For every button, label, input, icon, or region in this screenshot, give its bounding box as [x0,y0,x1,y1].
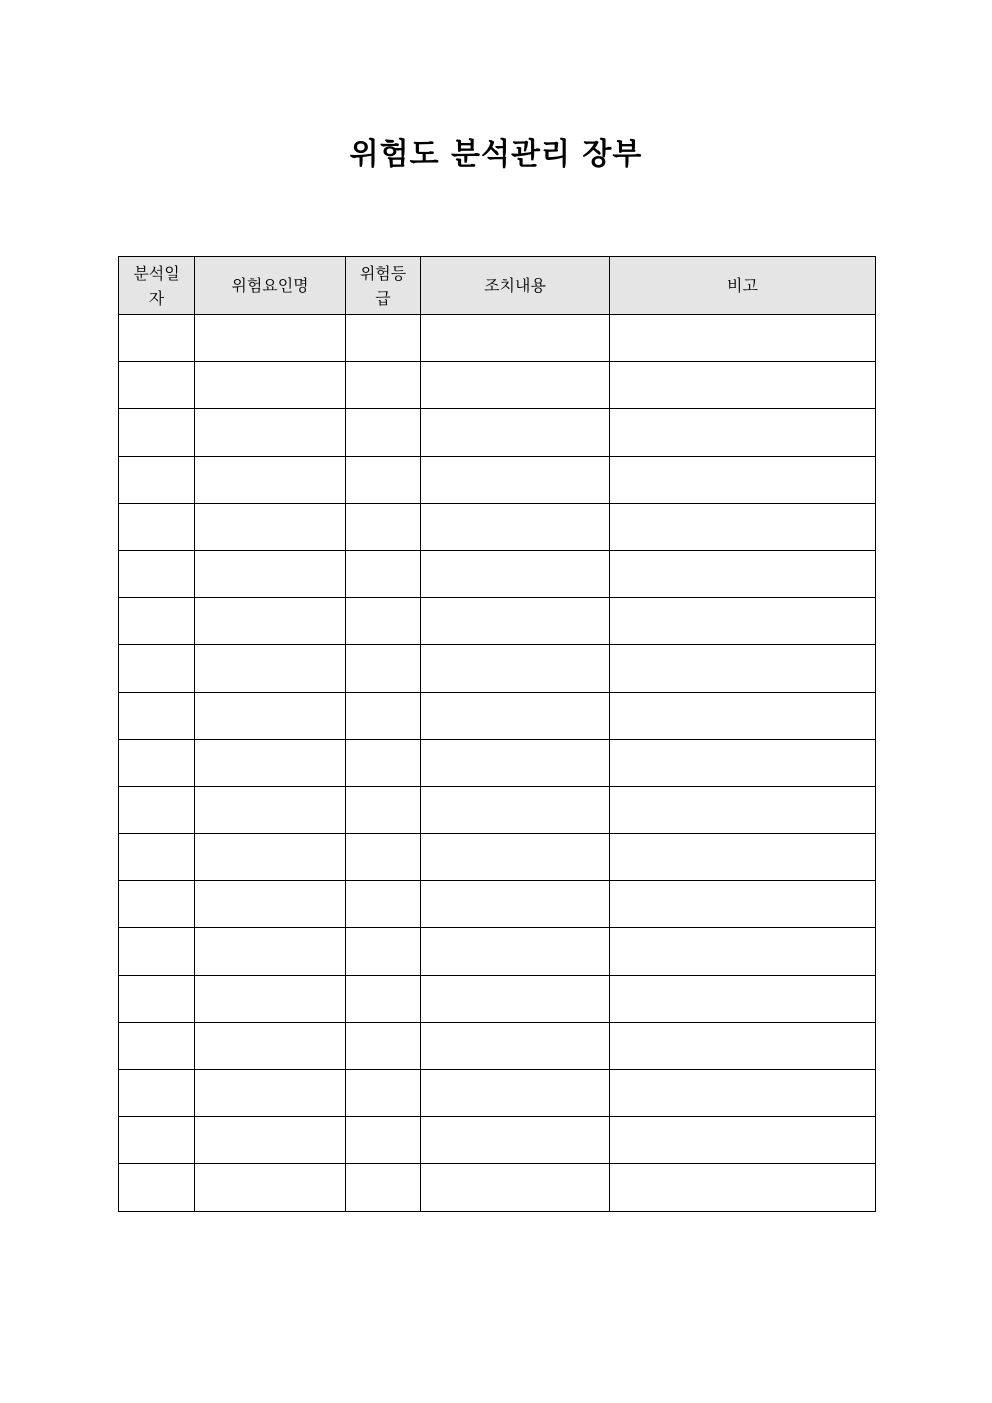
cell-action-content[interactable] [421,1022,610,1069]
cell-remarks[interactable] [610,739,876,786]
cell-risk-grade[interactable] [346,1070,421,1117]
cell-remarks[interactable] [610,1117,876,1164]
table-row [119,503,876,550]
cell-risk-factor-name[interactable] [195,503,346,550]
cell-remarks[interactable] [610,692,876,739]
cell-risk-factor-name[interactable] [195,881,346,928]
table-row [119,928,876,975]
cell-risk-factor-name[interactable] [195,1164,346,1211]
header-remarks [610,257,876,315]
table-row [119,975,876,1022]
cell-risk-grade[interactable] [346,975,421,1022]
cell-analysis-date[interactable] [119,834,195,881]
cell-remarks[interactable] [610,598,876,645]
cell-remarks[interactable] [610,315,876,362]
cell-action-content[interactable] [421,1117,610,1164]
cell-analysis-date[interactable] [119,409,195,456]
cell-risk-grade[interactable] [346,598,421,645]
cell-risk-grade[interactable] [346,692,421,739]
cell-analysis-date[interactable] [119,503,195,550]
cell-remarks[interactable] [610,362,876,409]
cell-risk-factor-name[interactable] [195,1070,346,1117]
cell-risk-factor-name[interactable] [195,550,346,597]
table-row [119,1117,876,1164]
cell-risk-factor-name[interactable] [195,834,346,881]
table-row [119,409,876,456]
table-row [119,598,876,645]
cell-analysis-date[interactable] [119,739,195,786]
cell-risk-grade[interactable] [346,362,421,409]
cell-action-content[interactable] [421,975,610,1022]
cell-action-content[interactable] [421,315,610,362]
cell-remarks[interactable] [610,1070,876,1117]
cell-action-content[interactable] [421,409,610,456]
cell-risk-grade[interactable] [346,1117,421,1164]
cell-risk-grade[interactable] [346,645,421,692]
cell-analysis-date[interactable] [119,928,195,975]
cell-analysis-date[interactable] [119,1164,195,1211]
cell-action-content[interactable] [421,456,610,503]
cell-risk-factor-name[interactable] [195,692,346,739]
risk-analysis-table [118,256,876,1212]
cell-risk-factor-name[interactable] [195,362,346,409]
cell-analysis-date[interactable] [119,786,195,833]
cell-remarks[interactable] [610,1022,876,1069]
page-title: 위험도 분석관리 장부 [349,137,643,172]
table-row [119,881,876,928]
header-analysis-date [119,257,195,315]
cell-analysis-date[interactable] [119,550,195,597]
header-risk-factor-name-label: 위험요인명 [231,276,309,295]
cell-action-content[interactable] [421,928,610,975]
cell-risk-factor-name[interactable] [195,315,346,362]
cell-risk-grade[interactable] [346,834,421,881]
cell-risk-grade[interactable] [346,503,421,550]
cell-risk-grade[interactable] [346,456,421,503]
cell-analysis-date[interactable] [119,598,195,645]
cell-analysis-date[interactable] [119,1022,195,1069]
table-row [119,1070,876,1117]
cell-remarks[interactable] [610,975,876,1022]
header-analysis-date-line1: 분석일 [133,263,180,283]
cell-risk-grade[interactable] [346,550,421,597]
cell-risk-factor-name[interactable] [195,1022,346,1069]
cell-action-content[interactable] [421,362,610,409]
cell-risk-grade[interactable] [346,928,421,975]
table-row [119,645,876,692]
table-row [119,456,876,503]
cell-risk-grade[interactable] [346,786,421,833]
cell-action-content[interactable] [421,550,610,597]
cell-remarks[interactable] [610,456,876,503]
table-row [119,315,876,362]
table-row [119,692,876,739]
table-row [119,362,876,409]
cell-remarks[interactable] [610,928,876,975]
table-row [119,1164,876,1211]
cell-action-content[interactable] [421,834,610,881]
cell-analysis-date[interactable] [119,692,195,739]
table-row [119,550,876,597]
cell-remarks[interactable] [610,409,876,456]
cell-risk-factor-name[interactable] [195,786,346,833]
header-risk-grade-line1: 위험등 [359,263,407,283]
cell-risk-factor-name[interactable] [195,739,346,786]
cell-analysis-date[interactable] [119,456,195,503]
cell-remarks[interactable] [610,786,876,833]
table-row [119,1022,876,1069]
cell-action-content[interactable] [421,1164,610,1211]
header-risk-factor-name [195,257,346,315]
cell-risk-factor-name[interactable] [195,975,346,1022]
cell-risk-grade[interactable] [346,1164,421,1211]
header-row [119,257,876,315]
cell-remarks[interactable] [610,503,876,550]
cell-action-content[interactable] [421,503,610,550]
table-row [119,786,876,833]
cell-risk-factor-name[interactable] [195,456,346,503]
cell-risk-factor-name[interactable] [195,598,346,645]
cell-risk-grade[interactable] [346,881,421,928]
header-risk-grade-line2: 급 [375,288,391,308]
cell-risk-grade[interactable] [346,1022,421,1069]
cell-action-content[interactable] [421,692,610,739]
cell-analysis-date[interactable] [119,1070,195,1117]
cell-analysis-date[interactable] [119,881,195,928]
cell-analysis-date[interactable] [119,975,195,1022]
cell-remarks[interactable] [610,550,876,597]
cell-analysis-date[interactable] [119,315,195,362]
cell-risk-grade[interactable] [346,315,421,362]
cell-analysis-date[interactable] [119,645,195,692]
header-analysis-date-line2: 자 [148,288,165,308]
cell-risk-grade[interactable] [346,739,421,786]
cell-action-content[interactable] [421,1070,610,1117]
header-action-content [421,257,610,315]
cell-remarks[interactable] [610,881,876,928]
cell-risk-factor-name[interactable] [195,1117,346,1164]
header-action-content-label: 조치내용 [484,276,546,295]
cell-risk-factor-name[interactable] [195,645,346,692]
table-row [119,834,876,881]
cell-risk-factor-name[interactable] [195,409,346,456]
cell-risk-grade[interactable] [346,409,421,456]
header-remarks-label: 비고 [727,276,758,295]
cell-action-content[interactable] [421,881,610,928]
cell-risk-factor-name[interactable] [195,928,346,975]
cell-action-content[interactable] [421,598,610,645]
cell-remarks[interactable] [610,645,876,692]
table-body [119,315,876,1212]
cell-remarks[interactable] [610,834,876,881]
header-risk-grade [346,257,421,315]
cell-remarks[interactable] [610,1164,876,1211]
cell-action-content[interactable] [421,645,610,692]
cell-analysis-date[interactable] [119,1117,195,1164]
cell-action-content[interactable] [421,786,610,833]
cell-action-content[interactable] [421,739,610,786]
table-row [119,739,876,786]
cell-analysis-date[interactable] [119,362,195,409]
